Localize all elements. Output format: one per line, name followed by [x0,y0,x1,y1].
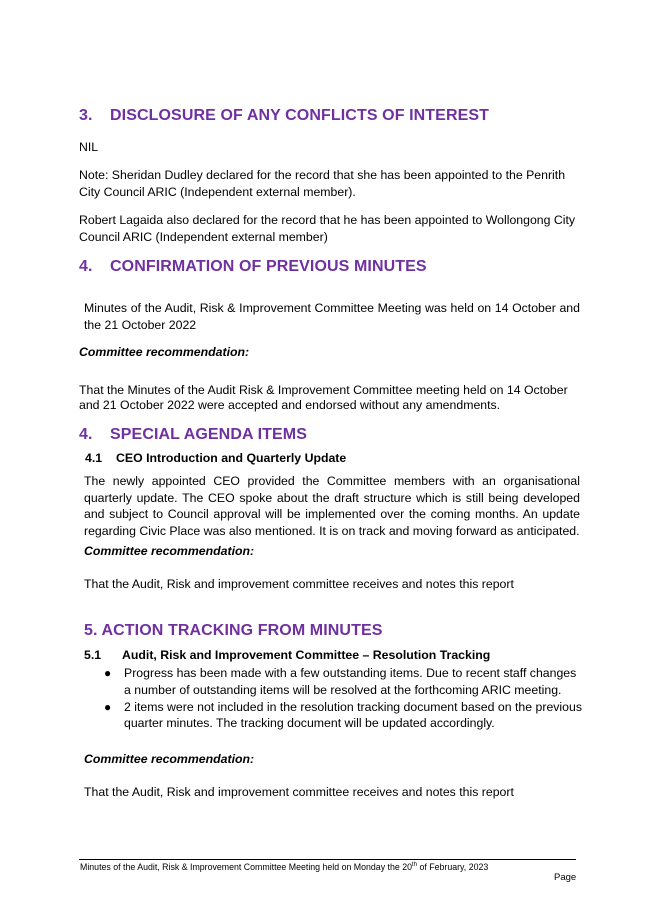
section-5-recommendation-text: That the Audit, Risk and improvement committee receives and notes this report [84,785,514,799]
footer-page-label: Page [554,872,577,883]
list-item [84,665,584,698]
section-3-nil: NIL [79,140,99,154]
subsection-5-1-number: 5.1 [84,648,102,662]
footer-text-end: of February, 2023 [417,862,489,872]
section-4-special-number: 4. [79,426,93,443]
subsection-4-1-heading [85,451,346,465]
subsection-4-1-recommendation-text: That the Audit, Risk and improvement committee receives and notes this report [84,577,514,591]
section-3-number: 3. [79,107,93,124]
bullet-icon: ● [104,666,112,680]
footer-divider [79,859,576,860]
section-4-confirmation-title: CONFIRMATION OF PREVIOUS MINUTES [110,258,427,275]
section-4-special-heading [79,426,307,444]
section-4-minutes-text: Minutes of the Audit, Risk & Improvement Committee Meeting was held on 14 October and the 21 October 2022 [84,301,580,332]
section-4-recommendation-label: Committee recommendation: [79,345,250,359]
subsection-5-1-title: Audit, Risk and Improvement Committee – Resolution Tracking [122,648,491,662]
subsection-4-1-recommendation-label: Committee recommendation: [84,544,255,558]
section-4-special-title: SPECIAL AGENDA ITEMS [110,426,307,443]
section-4-confirmation-heading [79,258,427,276]
subsection-4-1-title: CEO Introduction and Quarterly Update [116,451,347,465]
list-item-text: Progress has been made with a few outstanding items. Due to recent staff changes a number of outstanding items will be resolved at the forthcoming ARIC meeting. [124,666,577,697]
subsection-4-1-number: 4.1 [85,451,103,465]
list-item-text: 2 items were not included in the resolution tracking document based on the previous quarter minutes. The tracking document will be updated accordingly. [124,699,582,730]
footer-text-main: Minutes of the Audit, Risk & Improvement Committee Meeting held on Monday the 20 [80,862,413,872]
section-3-note-robert: Robert Lagaida also declared for the record that he has been appointed to Wollongong City Council ARIC (Independent external member) [79,213,576,244]
list-item [84,699,584,732]
section-5-recommendation-label: Committee recommendation: [84,752,255,766]
footer-text [80,862,488,872]
section-3-heading [79,107,489,125]
section-4-confirmation-number: 4. [79,258,93,275]
resolution-tracking-list [84,665,584,732]
section-3-title: DISCLOSURE OF ANY CONFLICTS OF INTEREST [110,107,490,124]
section-5-heading: 5. ACTION TRACKING FROM MINUTES [84,622,383,639]
subsection-4-1-text: The newly appointed CEO provided the Committee members with an organisational quarterly update. The CEO spoke about the draft structure which is still being developed and subject to Council approval will be implemented over the coming months. An update regarding Civic Place was also mentioned. It is on track and moving forward as anticipated. [84,474,580,538]
section-4-recommendation-text: That the Minutes of the Audit Risk & Improvement Committee meeting held on 14 October and 21 October 2022 were accepted and endorsed without any amendments. [79,383,568,412]
footer-text-superscript: th [412,862,418,869]
section-3-note-sheridan: Note: Sheridan Dudley declared for the record that she has been appointed to the Penrith City Council ARIC (Independent external member). [79,168,566,199]
bullet-icon: ● [104,699,112,714]
subsection-5-1-heading [84,648,490,662]
